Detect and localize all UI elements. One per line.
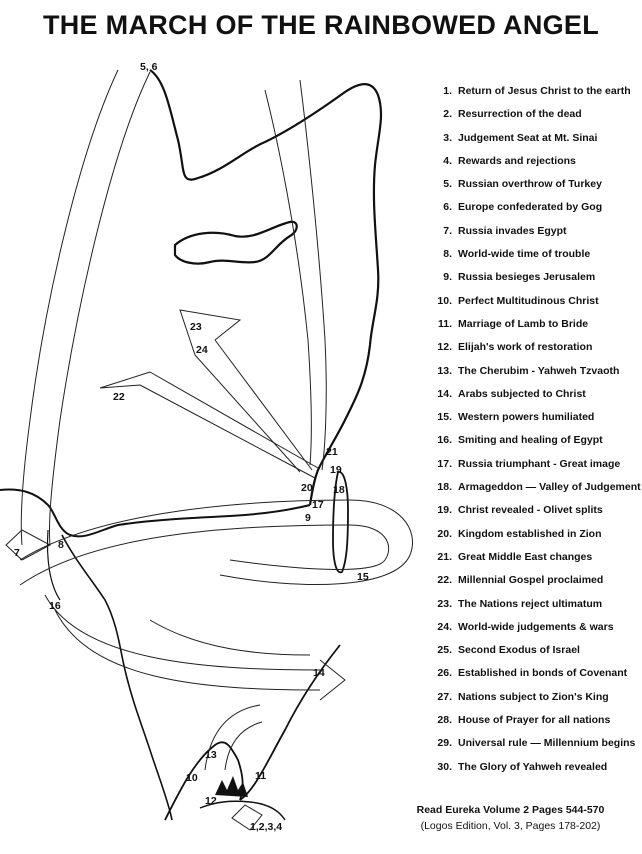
legend-item-text: Russian overthrow of Turkey — [458, 178, 602, 191]
legend-item-number: 1. — [443, 85, 452, 97]
legend-item — [430, 103, 640, 126]
legend-item — [430, 150, 640, 173]
map-label-14: 14 — [313, 667, 325, 679]
legend-item-number: 8. — [443, 248, 452, 261]
reference-line-2: (Logos Edition, Vol. 3, Pages 178-202) — [420, 820, 601, 832]
legend-item — [430, 429, 640, 452]
legend-item — [430, 453, 640, 476]
legend-item-text: Great Middle East changes — [458, 550, 593, 563]
legend-item-number: 3. — [443, 131, 452, 144]
legend-item — [430, 616, 640, 639]
map-label-1-2-3-4: 1,2,3,4 — [250, 821, 283, 833]
map-label-12: 12 — [205, 795, 217, 807]
legend-item-number: 17. — [437, 457, 452, 470]
legend-item — [430, 290, 640, 313]
legend-item-text: World-wide time of trouble — [458, 248, 591, 261]
legend-item-text: Millennial Gospel proclaimed — [458, 574, 604, 587]
arrow-22 — [100, 372, 318, 478]
legend-item-number: 4. — [443, 154, 452, 167]
legend-item-number: 5. — [443, 178, 452, 191]
legend-item — [430, 686, 640, 709]
map-label-18: 18 — [333, 484, 345, 496]
map-label-15: 15 — [357, 571, 369, 583]
legend-item — [430, 732, 640, 755]
legend-item-text: Rewards and rejections — [458, 154, 576, 167]
legend-item-number: 26. — [437, 667, 452, 680]
legend-item-text: Resurrection of the dead — [458, 108, 582, 121]
arrow-15 — [20, 500, 413, 585]
legend-item-text: Elijah's work of restoration — [458, 341, 593, 354]
legend-item-number: 16. — [437, 434, 452, 447]
legend-item-text: The Glory of Yahweh revealed — [458, 760, 608, 773]
legend-item — [430, 593, 640, 616]
legend-item — [430, 266, 640, 289]
legend-item-number: 7. — [443, 224, 452, 237]
legend-item-number: 23. — [437, 597, 452, 610]
legend-item-text: Russia invades Egypt — [458, 224, 567, 237]
map-label-7: 7 — [14, 547, 20, 559]
map-label-23: 23 — [190, 321, 202, 333]
map-label-13: 13 — [205, 749, 217, 761]
legend-item-number: 25. — [437, 644, 452, 657]
legend-item — [430, 639, 640, 662]
arrow-5-6-inner — [49, 72, 150, 545]
map-label-20: 20 — [301, 482, 313, 494]
legend-item-number: 18. — [437, 481, 452, 494]
legend-item-text: Kingdom established in Zion — [458, 527, 602, 540]
legend-item — [430, 80, 640, 103]
nile-river — [62, 535, 172, 820]
legend-item — [430, 406, 640, 429]
legend-item-number: 13. — [437, 364, 452, 377]
map-label-24: 24 — [196, 344, 208, 356]
legend-item-text: Second Exodus of Israel — [458, 644, 580, 657]
arrow-16 — [45, 595, 345, 700]
legend-item-number: 29. — [437, 737, 452, 750]
legend-item-number: 15. — [437, 411, 452, 424]
legend-item-text: Europe confederated by Gog — [458, 201, 603, 214]
egypt-coastline — [0, 490, 310, 537]
legend-item-text: Established in bonds of Covenant — [458, 667, 628, 680]
legend-item-number: 10. — [437, 294, 452, 307]
legend-item — [430, 523, 640, 546]
legend-item-text: Marriage of Lamb to Bride — [458, 317, 589, 330]
map-label-19: 19 — [330, 464, 342, 476]
legend-item — [430, 569, 640, 592]
legend-item-text: Christ revealed - Olivet splits — [458, 504, 603, 517]
legend-item — [430, 336, 640, 359]
legend-item — [430, 313, 640, 336]
legend-item — [430, 709, 640, 732]
legend-item-number: 19. — [437, 504, 452, 517]
arrow-north-to-zion-2 — [265, 90, 311, 465]
legend-item-number: 21. — [437, 550, 452, 563]
legend-item-number: 11. — [437, 317, 452, 330]
legend-item-text: World-wide judgements & wars — [458, 620, 614, 633]
legend-item — [430, 173, 640, 196]
legend-item-number: 14. — [437, 387, 452, 400]
legend-item — [430, 499, 640, 522]
map-label-11: 11 — [255, 770, 267, 782]
reference-line-1: Read Eureka Volume 2 Pages 544-570 — [416, 804, 605, 816]
legend-item — [430, 196, 640, 219]
page-title: THE MARCH OF THE RAINBOWED ANGEL — [42, 10, 600, 40]
legend-item-number: 6. — [443, 201, 452, 214]
legend-item-number: 28. — [437, 714, 452, 727]
legend-item-text: Nations subject to Zion's King — [458, 690, 609, 703]
map-label-8: 8 — [58, 539, 64, 551]
legend-item-text: The Cherubim - Yahweh Tzvaoth — [458, 364, 620, 377]
arrow-5-6 — [21, 70, 118, 545]
legend-item-text: House of Prayer for all nations — [458, 714, 611, 727]
legend-item-text: Return of Jesus Christ to the earth — [458, 85, 631, 97]
legend-item-number: 22. — [437, 574, 452, 587]
legend-item-number: 27. — [437, 690, 452, 703]
levant-coastline — [150, 70, 381, 505]
legend-item-number: 30. — [437, 760, 452, 773]
map-label-10: 10 — [186, 772, 198, 784]
legend-item — [430, 220, 640, 243]
arrow-23-24 — [180, 310, 312, 472]
legend-item — [430, 546, 640, 569]
map-label-17: 17 — [312, 499, 324, 511]
arrow-14 — [150, 620, 310, 655]
legend-item — [430, 383, 640, 406]
legend-item — [430, 243, 640, 266]
cyprus-island — [175, 222, 297, 264]
references — [383, 802, 638, 834]
legend-item — [430, 756, 640, 779]
map-label-5-6: 5, 6 — [140, 61, 158, 73]
map-label-16: 16 — [49, 600, 61, 612]
legend-item-text: Russia triumphant - Great image — [458, 457, 621, 470]
legend-item-text: The Nations reject ultimatum — [458, 597, 603, 610]
legend-item-number: 2. — [443, 108, 452, 121]
legend-item-number: 12. — [437, 341, 452, 354]
arrow-north-to-zion — [300, 80, 326, 470]
legend-item-text: Armageddon — Valley of Judgement — [458, 481, 641, 494]
legend-item-number: 24. — [437, 620, 452, 633]
legend-item-text: Smiting and healing of Egypt — [458, 434, 603, 447]
legend-list — [430, 80, 640, 779]
legend-item-text: Russia besieges Jerusalem — [458, 271, 596, 284]
legend-item-text: Arabs subjected to Christ — [458, 387, 586, 400]
legend-item-text: Perfect Multitudinous Christ — [458, 294, 599, 307]
legend-item — [430, 127, 640, 150]
legend-item — [430, 476, 640, 499]
legend-item-number: 9. — [443, 271, 452, 284]
legend-item-text: Western powers humiliated — [458, 411, 595, 424]
map-label-9: 9 — [305, 512, 311, 524]
legend-item-number: 20. — [437, 527, 452, 540]
map-label-21: 21 — [326, 446, 338, 458]
legend-item-text: Judgement Seat at Mt. Sinai — [458, 131, 598, 144]
map-label-22: 22 — [113, 391, 125, 403]
legend-item-text: Universal rule — Millennium begins — [458, 737, 636, 750]
legend-item — [430, 360, 640, 383]
legend-item — [430, 662, 640, 685]
